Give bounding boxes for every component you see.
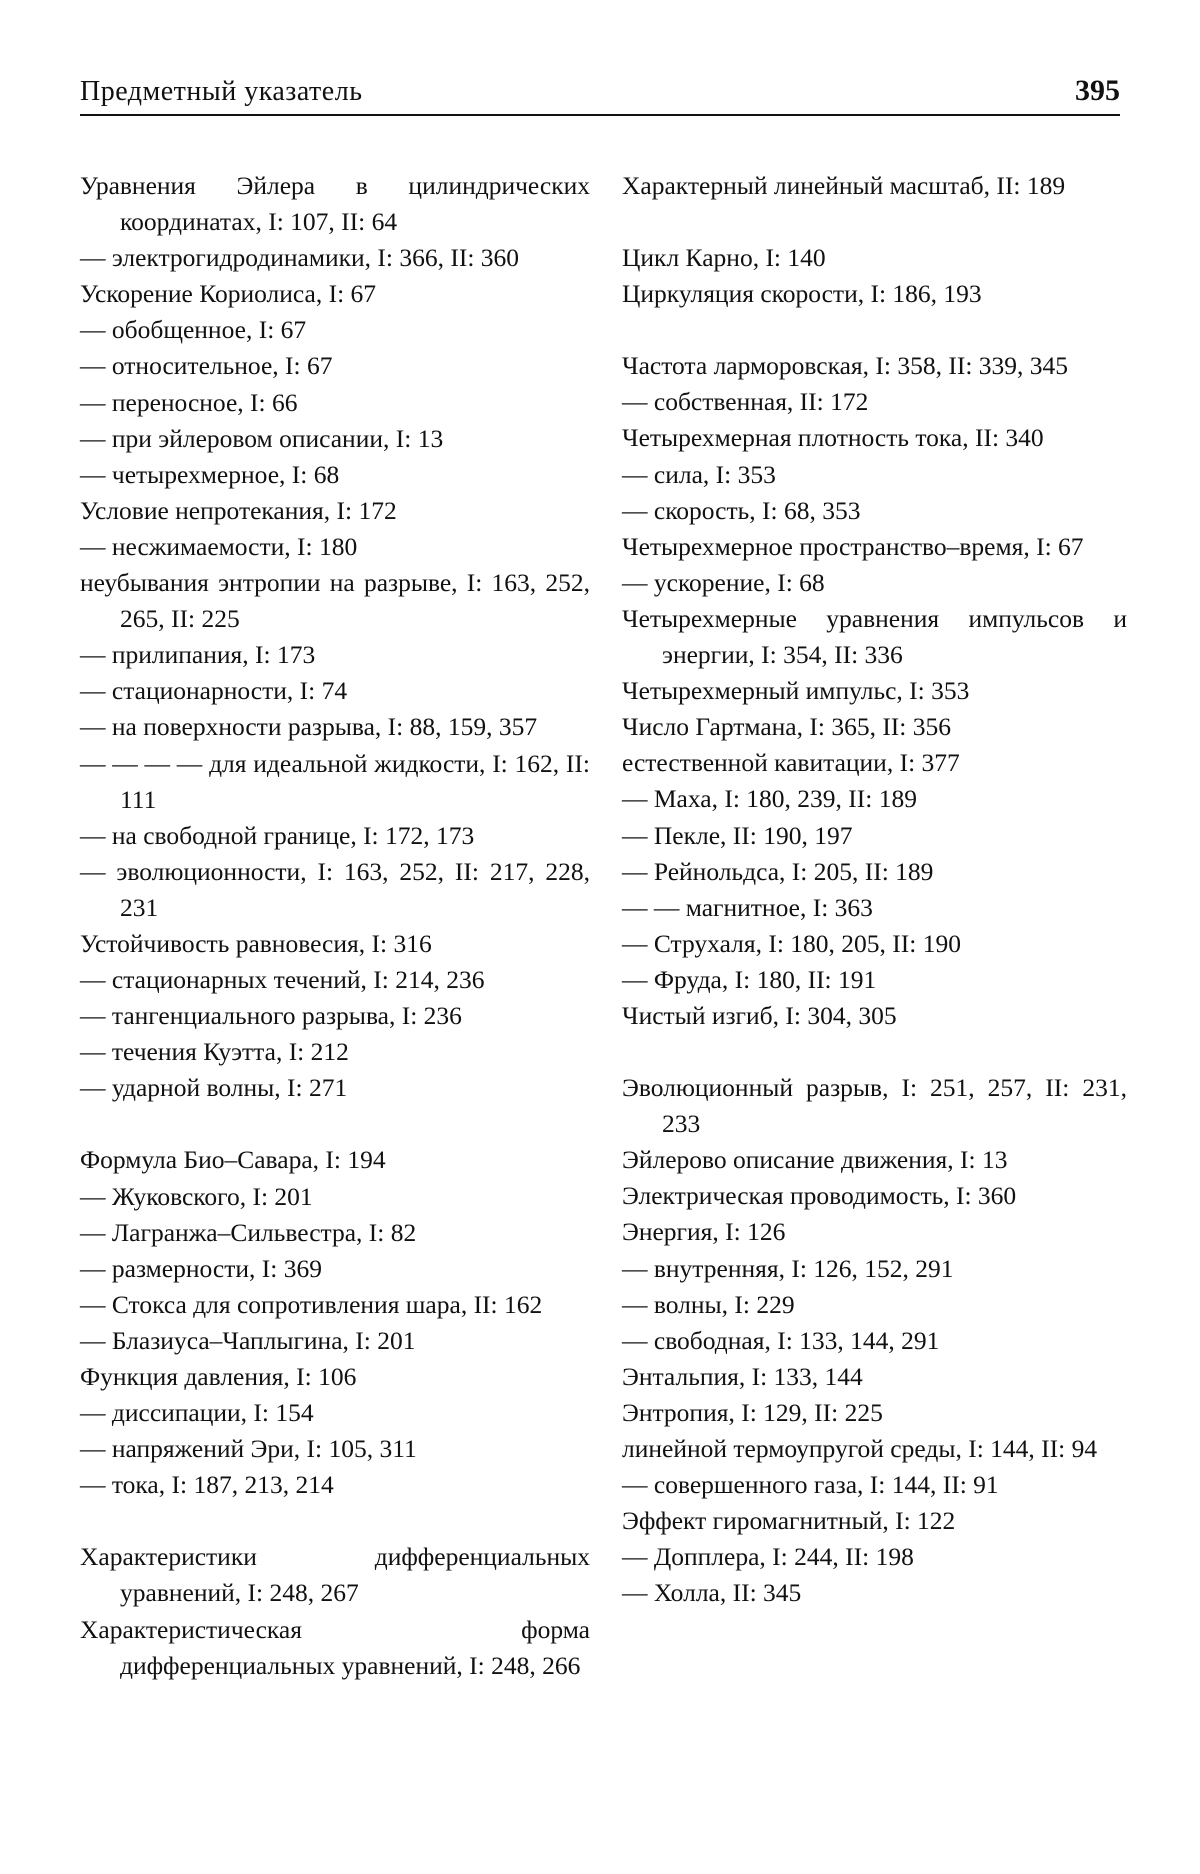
index-entry: — тока, I: 187, 213, 214 <box>80 1470 334 1500</box>
running-title: Предметный указатель <box>80 76 363 107</box>
index-entry: Энтропия, I: 129, II: 225 <box>622 1397 883 1427</box>
index-entry: линейной термоупругой среды, I: 144, II: 94 <box>622 1434 1098 1463</box>
page-number: 395 <box>1075 74 1120 107</box>
index-entry: — Фруда, I: 180, II: 191 <box>622 964 877 994</box>
index-entry: — обобщенное, I: 67 <box>80 315 307 345</box>
index-entry: Чистый изгиб, I: 304, 305 <box>622 1000 897 1030</box>
section-gap <box>622 204 1127 240</box>
index-entry: — Струхаля, I: 180, 205, II: 190 <box>622 928 961 958</box>
index-entry: — Допплера, I: 244, II: 198 <box>622 1542 914 1572</box>
index-entry: Число Гартмана, I: 365, II: 356 <box>622 712 952 742</box>
index-entry: Цикл Карно, I: 140 <box>622 243 826 273</box>
running-header <box>80 70 1120 116</box>
index-entry: — электрогидродинамики, I: 366, II: 360 <box>80 243 520 273</box>
index-entry: — Стокса для сопротивления шара, II: 162 <box>80 1289 543 1319</box>
index-entry: — диссипации, I: 154 <box>80 1398 314 1428</box>
index-entry: естественной кавитации, I: 377 <box>622 748 960 778</box>
index-entry: — напряжений Эри, I: 105, 311 <box>80 1434 417 1464</box>
section-gap <box>622 1034 1127 1070</box>
index-entry: — скорость, I: 68, 353 <box>622 495 861 525</box>
index-entry: — волны, I: 229 <box>622 1289 795 1319</box>
index-entry: Характеристическая форма дифференциальных уравнений, I: 248, 266 <box>80 1614 590 1680</box>
index-entry: — ускорение, I: 68 <box>622 567 825 597</box>
index-entry: — внутренняя, I: 126, 152, 291 <box>622 1253 954 1283</box>
index-entry: Четырехмерный импульс, I: 353 <box>622 676 970 706</box>
index-entry: — эволюционности, I: 163, 252, II: 217, 228, 231 <box>80 856 590 922</box>
index-entry: Энтальпия, I: 133, 144 <box>622 1361 863 1391</box>
index-entry: — — — — для идеальной жидкости, I: 162, II: 111 <box>80 748 590 814</box>
section-gap <box>80 1503 590 1539</box>
section-gap <box>80 1106 590 1142</box>
index-entry: — размерности, I: 369 <box>80 1253 322 1283</box>
index-entry: Уравнения Эйлера в цилиндрических координатах, I: 107, II: 64 <box>80 171 590 237</box>
index-entry: — стационарных течений, I: 214, 236 <box>80 965 485 995</box>
index-entry: — Холла, II: 345 <box>622 1578 802 1608</box>
index-entry: Функция давления, I: 106 <box>80 1362 357 1391</box>
index-entry: неубывания энтропии на разрыве, I: 163, 252, 265, II: 225 <box>80 568 590 634</box>
index-entry: Формула Био–Савара, I: 194 <box>80 1145 386 1175</box>
index-entry: Условие непротекания, I: 172 <box>80 495 397 525</box>
index-entry: — сила, I: 353 <box>622 459 776 489</box>
index-entry: Устойчивость равновесия, I: 316 <box>80 928 432 958</box>
index-entry: — стационарности, I: 74 <box>80 676 348 706</box>
index-column-right <box>622 168 1127 1611</box>
index-entry: — Пекле, II: 190, 197 <box>622 820 853 850</box>
index-entry: — на свободной границе, I: 172, 173 <box>80 820 475 850</box>
index-entry: Четырехмерные уравнения импульсов и энергии, I: 354, II: 336 <box>622 603 1127 670</box>
index-entry: — относительное, I: 67 <box>80 351 333 381</box>
index-entry: Эйлерово описание движения, I: 13 <box>622 1145 1008 1175</box>
index-entry: — четырехмерное, I: 68 <box>80 459 340 489</box>
index-entry: — собственная, II: 172 <box>622 387 869 417</box>
index-entry: — переносное, I: 66 <box>80 387 298 417</box>
index-entry: — совершенного газа, I: 144, II: 91 <box>622 1470 999 1500</box>
index-entry: — тангенциального разрыва, I: 236 <box>80 1001 462 1031</box>
index-entry: Четырехмерная плотность тока, II: 340 <box>622 423 1044 453</box>
index-entry: — Жуковского, I: 201 <box>80 1181 313 1211</box>
index-entry: Энергия, I: 126 <box>622 1217 786 1247</box>
index-entry: Характеристики дифференциальных уравнений, I: 248, 267 <box>80 1542 590 1608</box>
section-gap <box>622 312 1127 348</box>
index-entry: — свободная, I: 133, 144, 291 <box>622 1325 940 1355</box>
index-entry: — — магнитное, I: 363 <box>622 892 873 922</box>
index-entry: Электрическая проводимость, I: 360 <box>622 1181 1017 1211</box>
index-entry: — на поверхности разрыва, I: 88, 159, 357 <box>80 712 538 742</box>
index-entry: Эволюционный разрыв, I: 251, 257, II: 231, 233 <box>622 1073 1127 1139</box>
index-entry: — при эйлеровом описании, I: 13 <box>80 423 444 453</box>
index-entry: — Маха, I: 180, 239, II: 189 <box>622 784 917 814</box>
index-entry: Характерный линейный масштаб, II: 189 <box>622 171 1066 200</box>
index-entry: Частота ларморовская, I: 358, II: 339, 345 <box>622 351 1069 381</box>
index-entry: Ускорение Кориолиса, I: 67 <box>80 279 377 309</box>
index-entry: Четырехмерное пространство–время, I: 67 <box>622 531 1084 561</box>
index-entry: — Блазиуса–Чаплыгина, I: 201 <box>80 1325 416 1355</box>
index-entry: — Лагранжа–Сильвестра, I: 82 <box>80 1217 417 1247</box>
index-entry: — Рейнольдса, I: 205, II: 189 <box>622 856 934 886</box>
index-column-left <box>80 168 590 1684</box>
index-entry: — прилипания, I: 173 <box>80 640 316 670</box>
index-entry: Циркуляция скорости, I: 186, 193 <box>622 279 982 309</box>
index-entry: — несжимаемости, I: 180 <box>80 531 358 561</box>
index-entry: Эффект гиромагнитный, I: 122 <box>622 1506 956 1536</box>
index-entry: — ударной волны, I: 271 <box>80 1073 348 1103</box>
index-entry: — течения Куэтта, I: 212 <box>80 1037 349 1067</box>
